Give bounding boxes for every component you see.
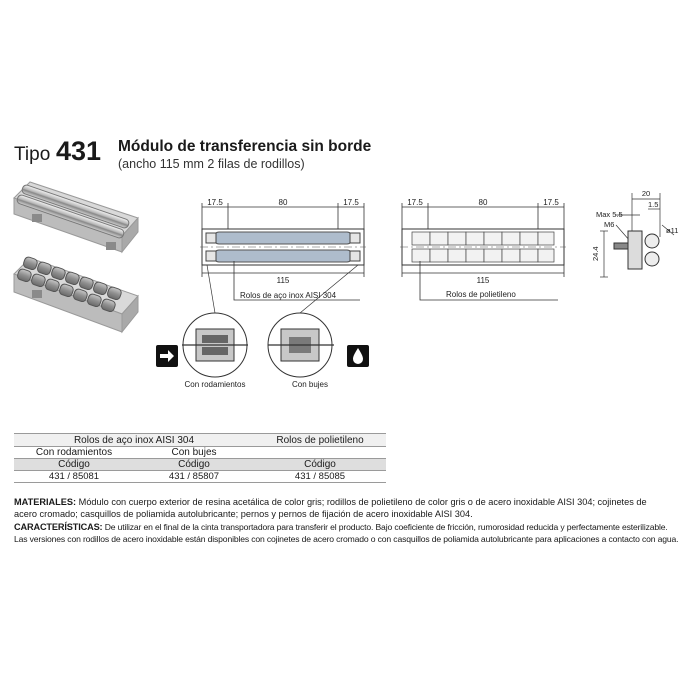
table-cell: Con bujes (134, 447, 254, 459)
characteristics-line (14, 521, 694, 533)
materials-text: Módulo con cuerpo exterior de resina acetálica de color gris; rodillos de polietileno de color gris o de acero inoxidable AISI 304; cojinetes de (76, 497, 647, 507)
table-row (14, 471, 386, 483)
dim-right: 17.5 (343, 198, 359, 207)
table-row (14, 434, 386, 447)
table-cell: Con rodamientos (14, 447, 134, 459)
polyethylene-roller-drawing (380, 195, 590, 310)
characteristics-line: Las versiones con rodillos de acero inoxidable están disponibles con cojinetes de acero cromado o con casquillos de poliamida autolubricante para aplicaciones a contacto con agua. (14, 534, 679, 545)
table-cell: Código (14, 459, 134, 471)
characteristics-paragraph (14, 521, 694, 545)
polyethylene-roller-module-image (14, 256, 138, 332)
bolt-label: M6 (604, 220, 615, 229)
water-drop-icon (347, 345, 369, 367)
callout-polyethylene: Rolos de polietileno (446, 290, 516, 299)
table-cell: 431 / 85085 (254, 471, 386, 483)
page-title: Módulo de transferencia sin borde (118, 138, 372, 155)
tipo-label: Tipo (14, 144, 51, 165)
materials-paragraph (14, 496, 694, 520)
dim-mid: 80 (478, 198, 488, 207)
table-cell (254, 447, 386, 459)
steel-roller-module-image (14, 182, 138, 252)
table-cell: Código (254, 459, 386, 471)
table-cell: Código (134, 459, 254, 471)
dim-left: 17.5 (207, 198, 223, 207)
diameter-label: ø11 (666, 226, 679, 235)
height-label: 24.4 (591, 246, 600, 261)
materials-label: MATERIALES: (14, 497, 77, 507)
table-cell: 431 / 85807 (134, 471, 254, 483)
dim-mid: 80 (278, 198, 288, 207)
table-cell: Rolos de aço inox AISI 304 (14, 434, 254, 447)
page-subtitle: (ancho 115 mm 2 filas de rodillos) (118, 157, 305, 171)
dim-1-5: 1.5 (648, 200, 659, 209)
table-cell: 431 / 85081 (14, 471, 134, 483)
table-cell: Rolos de polietileno (254, 434, 386, 447)
detail-bushings-label: Con bujes (291, 380, 329, 389)
materials-line: acero cromado; casquillos de poliamida autolubricante; pernos y pernos de fijación de acero inoxidable AISI 304. (14, 509, 473, 520)
table-row (14, 447, 386, 459)
materials-line (14, 496, 694, 508)
tipo-number: 431 (56, 136, 102, 166)
dim-total: 115 (476, 276, 490, 285)
steel-roller-drawing (160, 195, 375, 390)
callout-steel: Rolos de aço inox AISI 304 (240, 291, 337, 300)
dim-right: 17.5 (543, 198, 559, 207)
detail-bearings-label: Con rodamientos (184, 380, 246, 389)
arrow-icon (156, 345, 178, 367)
characteristics-text: De utilizar en el final de la cinta transportadora para transferir el producto. Bajo coeficiente de fricción, rumorosidad reducida y perfectamente esterilizable. (102, 522, 668, 532)
dim-20: 20 (641, 189, 651, 198)
dim-total: 115 (276, 276, 290, 285)
codes-table (14, 433, 386, 483)
dim-max: Max 5.5 (596, 210, 623, 219)
product-photos (10, 172, 145, 352)
table-row (14, 459, 386, 471)
side-view-drawing (592, 185, 692, 280)
characteristics-label: CARACTERÍSTICAS: (14, 522, 103, 532)
dim-left: 17.5 (407, 198, 423, 207)
